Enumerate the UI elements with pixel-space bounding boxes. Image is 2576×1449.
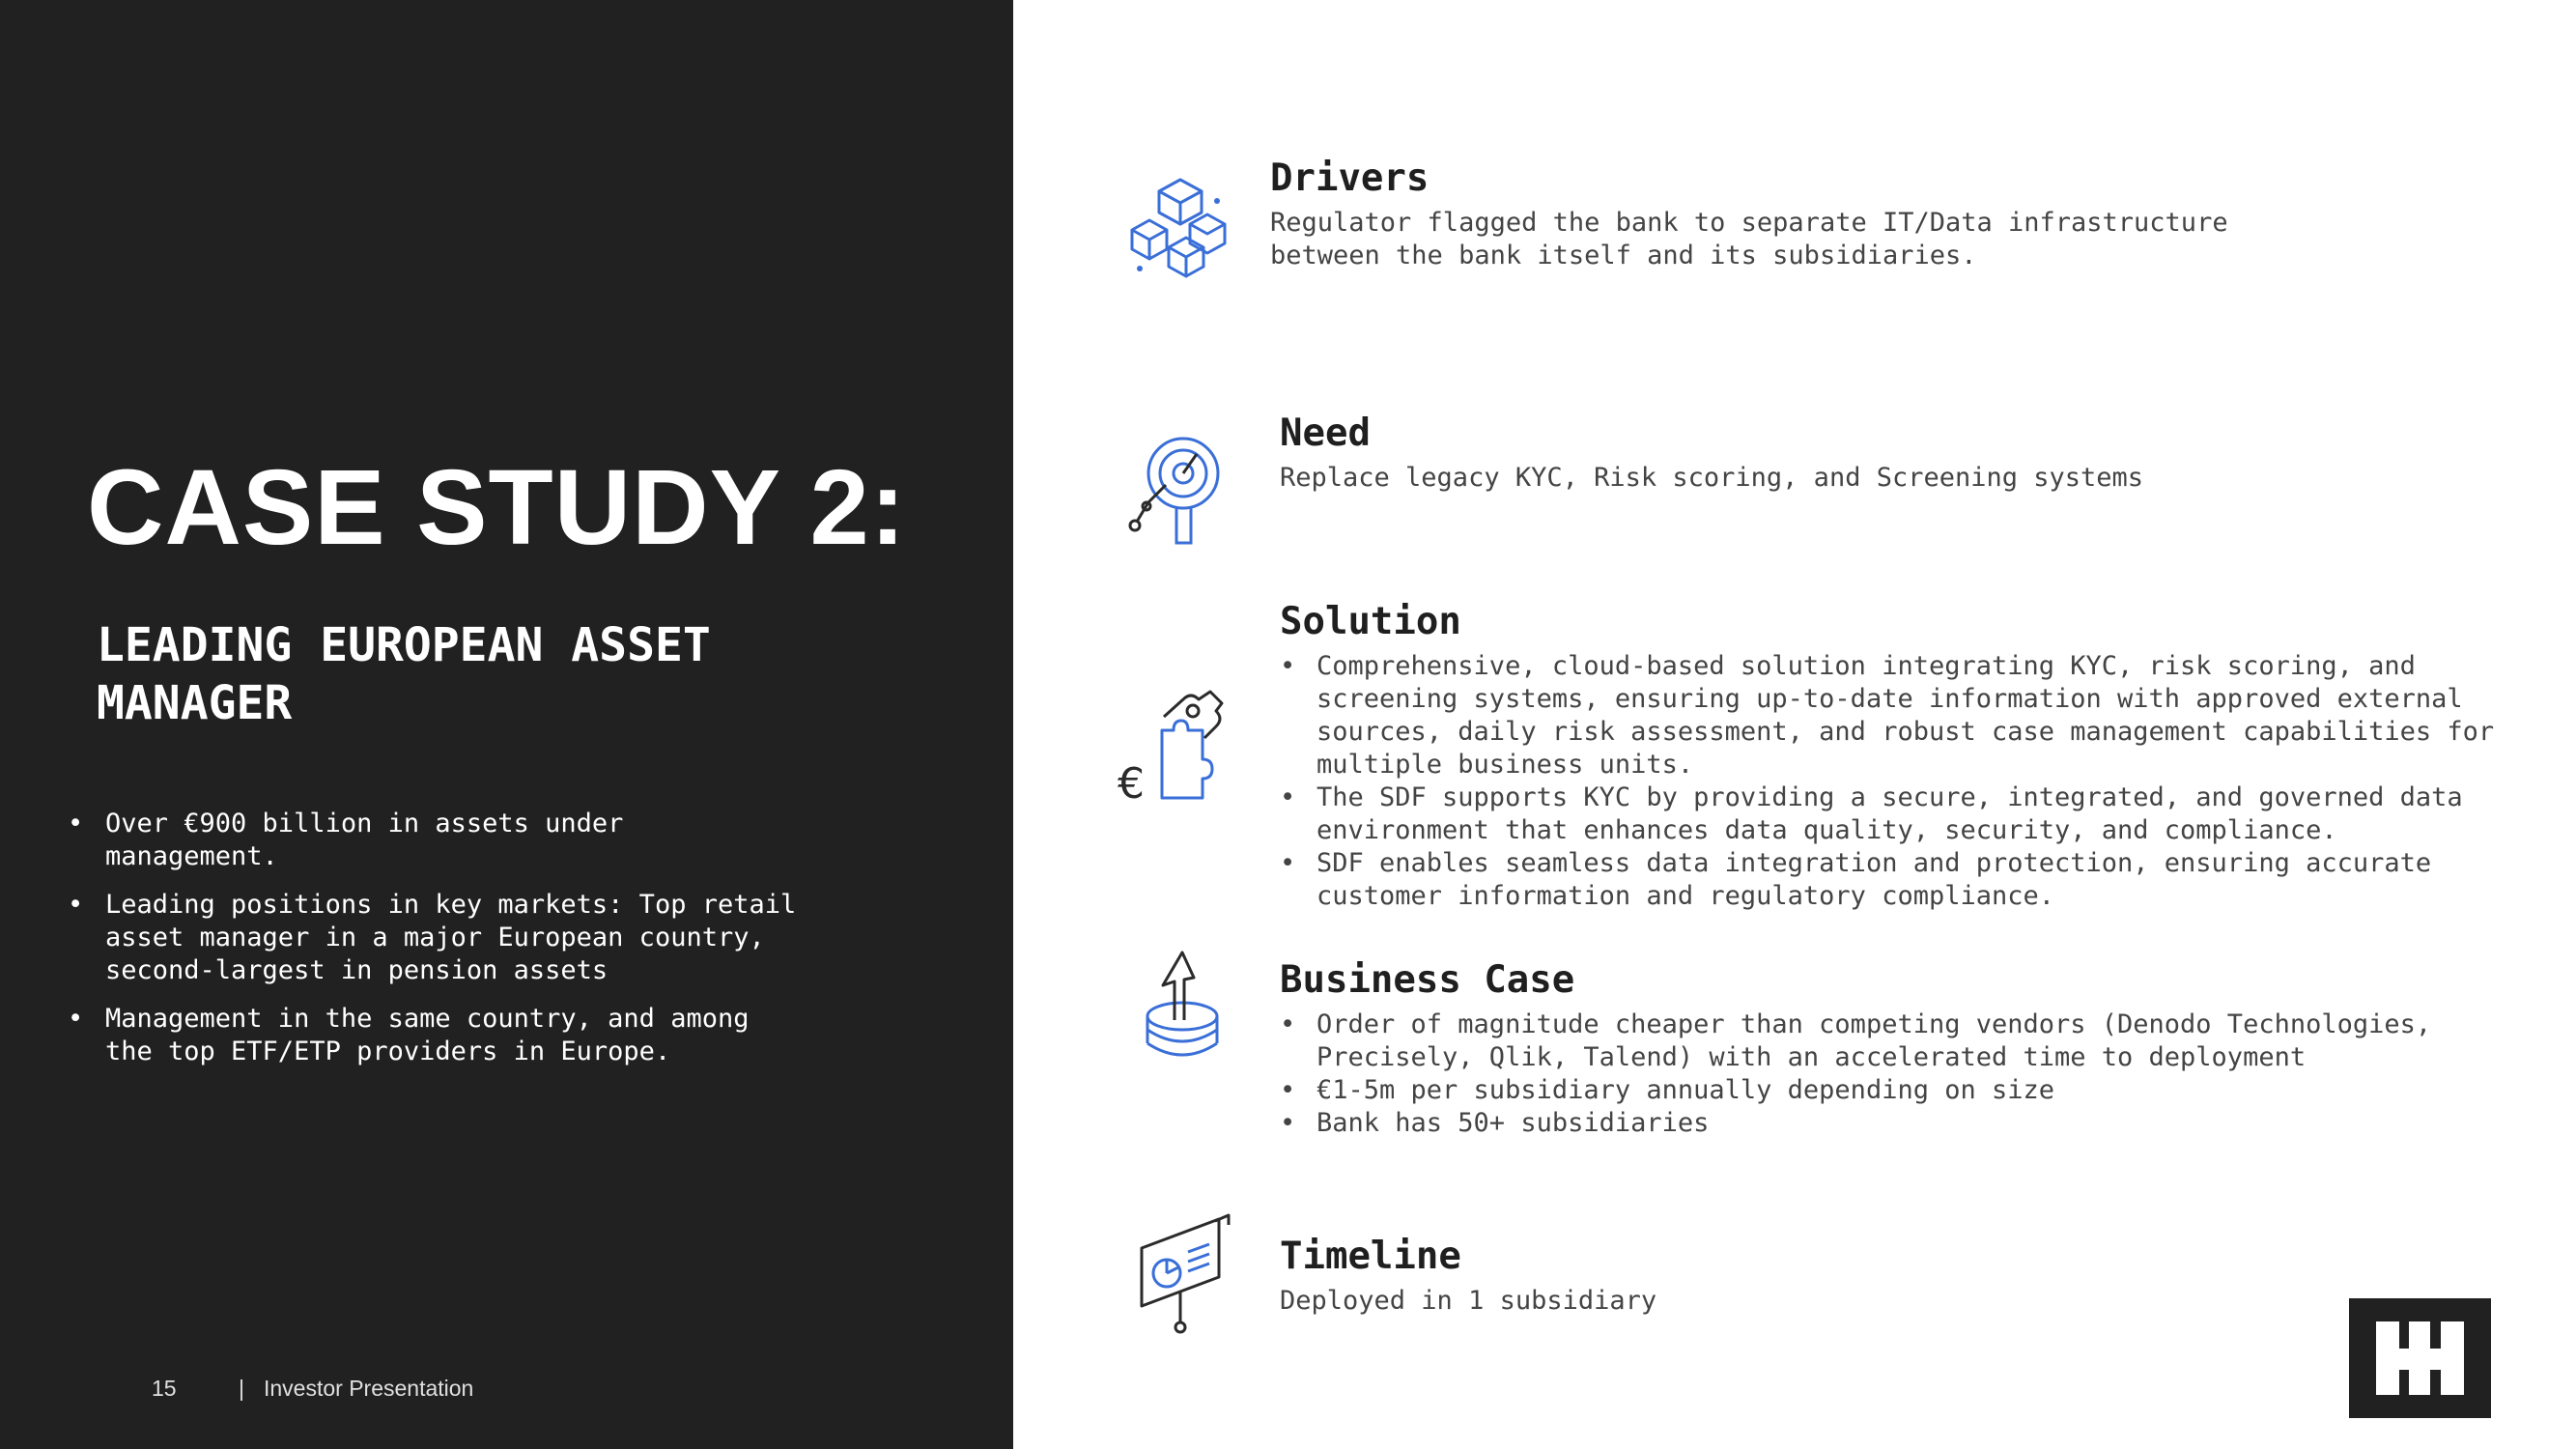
need-text: Replace legacy KYC, Risk scoring, and Screening systems [1280, 463, 2144, 493]
business-case-title: Business Case [1280, 958, 1575, 1002]
timeline-title: Timeline [1280, 1235, 1461, 1278]
drivers-text: Regulator flagged the bank to separate IT/Data infrastructure between the bank itself and its subsidiaries. [1270, 208, 2228, 270]
bullet: • [1280, 1009, 1296, 1039]
building-blocks-icon [1120, 162, 1236, 288]
timeline-text: Deployed in 1 subsidiary [1280, 1286, 1657, 1316]
page-number: 15 [152, 1376, 177, 1401]
need-title: Need [1280, 412, 1371, 455]
list-item: • Order of magnitude cheaper than competing vendors (Denodo Technologies, Precisely, Qlik, Talend) with an accelerated time to deployment [1280, 1009, 2432, 1072]
list-item: • Leading positions in key markets: Top retail asset manager in a major European country, second-largest in pension assets [68, 890, 797, 985]
facts-list [68, 808, 802, 1084]
list-item: • SDF enables seamless data integration and protection, ensuring accurate customer information and regulatory compliance. [1280, 848, 2432, 911]
page-subtitle: LEADING EUROPEAN ASSET MANAGER [97, 618, 711, 730]
magnifier-target-icon [1123, 425, 1230, 551]
footer-separator: | [239, 1376, 244, 1401]
bullet: • [68, 890, 84, 920]
list-item: • Management in the same country, and among the top ETF/ETP providers in Europe. [68, 1004, 750, 1066]
bullet: • [1280, 651, 1296, 681]
list-item: • Comprehensive, cloud-based solution integrating KYC, risk scoring, and screening systems, ensuring up-to-date information with approved external sources, daily risk assessment, and robust case management capabilities for multiple business units. [1280, 651, 2495, 780]
list-item: • Over €900 billion in assets under management. [68, 809, 624, 871]
drivers-title: Drivers [1270, 156, 1430, 200]
puzzle-euro-icon [1116, 682, 1231, 817]
bullet: • [68, 809, 84, 838]
coins-arrow-up-icon [1140, 947, 1236, 1072]
list-item: • €1-5m per subsidiary annually depending on size [1280, 1075, 2055, 1105]
solution-list [1280, 650, 2535, 913]
bullet: • [1280, 1108, 1296, 1138]
bullet: • [1280, 848, 1296, 878]
bullet: • [1280, 782, 1296, 812]
list-item: • Bank has 50+ subsidiaries [1280, 1108, 1710, 1138]
footer [152, 1376, 473, 1402]
bullet: • [1280, 1075, 1296, 1105]
page-title: CASE STUDY 2: [87, 448, 907, 567]
company-logo [2349, 1298, 2491, 1418]
list-item: • The SDF supports KYC by providing a secure, integrated, and governed data environment that enhances data quality, security, and compliance. [1280, 782, 2463, 845]
bullet: • [68, 1004, 84, 1034]
solution-title: Solution [1280, 600, 1461, 643]
footer-label: Investor Presentation [264, 1376, 474, 1401]
euro-symbol: € [1118, 759, 1145, 809]
business-case-list [1280, 1009, 2535, 1140]
left-panel [0, 0, 1013, 1449]
logo-mark-icon [2349, 1298, 2491, 1418]
presentation-board-icon [1132, 1209, 1238, 1335]
